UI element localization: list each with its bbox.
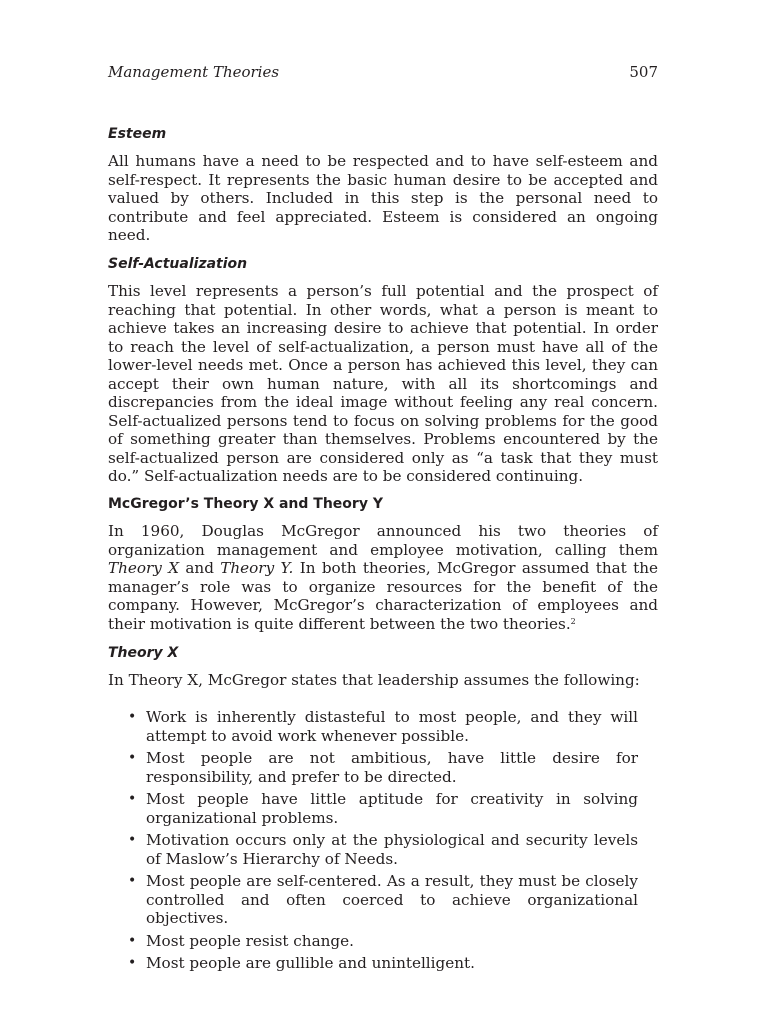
mcgregor-text-part1: In 1960, Douglas McGregor announced his two theories of organization management and employee motivation, calling them [108,522,658,559]
list-item [128,932,638,951]
list-item-text: Motivation occurs only at the physiological and security levels of Maslow’s Hierarchy of Needs. [146,831,638,868]
bullet-icon: • [128,750,137,766]
bullet-icon: • [128,932,137,949]
self-actualization-heading: Self-Actualization [108,256,248,272]
book-page [108,0,658,1024]
list-item-text: Most people have little aptitude for creativity in solving organizational problems. [146,790,638,827]
bullet-icon: • [128,955,137,971]
list-item-text: Work is inherently distasteful to most people, and they will attempt to avoid work whenever possible. [146,708,638,745]
bullet-icon: • [128,709,137,725]
theory-y-term: Theory Y. [220,559,294,577]
running-head-title: Management Theories [108,63,280,81]
and-text: and [179,559,221,577]
list-item-text: Most people are self-centered. As a result, they must be closely controlled and often coerced to achieve organizational objectives. [146,872,638,927]
bullet-icon: • [128,832,137,848]
self-actualization-paragraph: This level represents a person’s full potential and the prospect of reaching that potential. In other words, what a person is meant to achieve takes an increasing desire to achieve that potential. In order to reach the level of self-actualization, a person must have all of the lower-level needs met. Once a person has achieved this level, they can accept their own human nature, with all its shortcomings and discrepancies from the ideal image without feeling any real concern. Self-actualized persons tend to focus on solving problems for the good of something greater than themselves. Problems encountered by the self-actualized person are considered only as “a task that they must do.” Self-actualization needs are to be considered continuing. [108,282,658,485]
esteem-heading: Esteem [108,126,167,142]
bullet-icon: • [128,791,137,807]
list-item [128,790,638,827]
running-head [108,62,658,84]
list-item [128,749,638,786]
mcgregor-paragraph [108,522,658,633]
list-item [128,708,638,745]
theory-x-heading: Theory X [108,645,179,661]
list-item [128,954,638,973]
list-item-text: Most people are gullible and unintelligent. [146,954,475,972]
list-item [128,831,638,868]
theory-x-intro: In Theory X, McGregor states that leadership assumes the following: [108,671,640,689]
esteem-paragraph: All humans have a need to be respected and to have self-esteem and self-respect. It represents the basic human desire to be accepted and valued by others. Included in this step is the personal need to contribute and feel appreciated. Esteem is considered an ongoing need. [108,152,658,244]
bullet-icon: • [128,873,137,889]
mcgregor-heading: McGregor’s Theory X and Theory Y [108,496,383,512]
mcgregor-text-part2: In both theories, McGregor assumed that the manager’s role was to organize resources for the benefit of the company. However, McGregor’s characterization of employees and their motivation is quite different between the two theories. [108,559,658,633]
theory-x-term: Theory X [108,559,180,577]
footnote-reference: 2 [570,616,576,626]
list-item [128,872,638,928]
page-number: 507 [629,63,658,81]
theory-x-bullet-list [128,708,638,977]
list-item-text: Most people are not ambitious, have little desire for responsibility, and prefer to be directed. [146,749,638,786]
list-item-text: Most people resist change. [146,931,354,950]
